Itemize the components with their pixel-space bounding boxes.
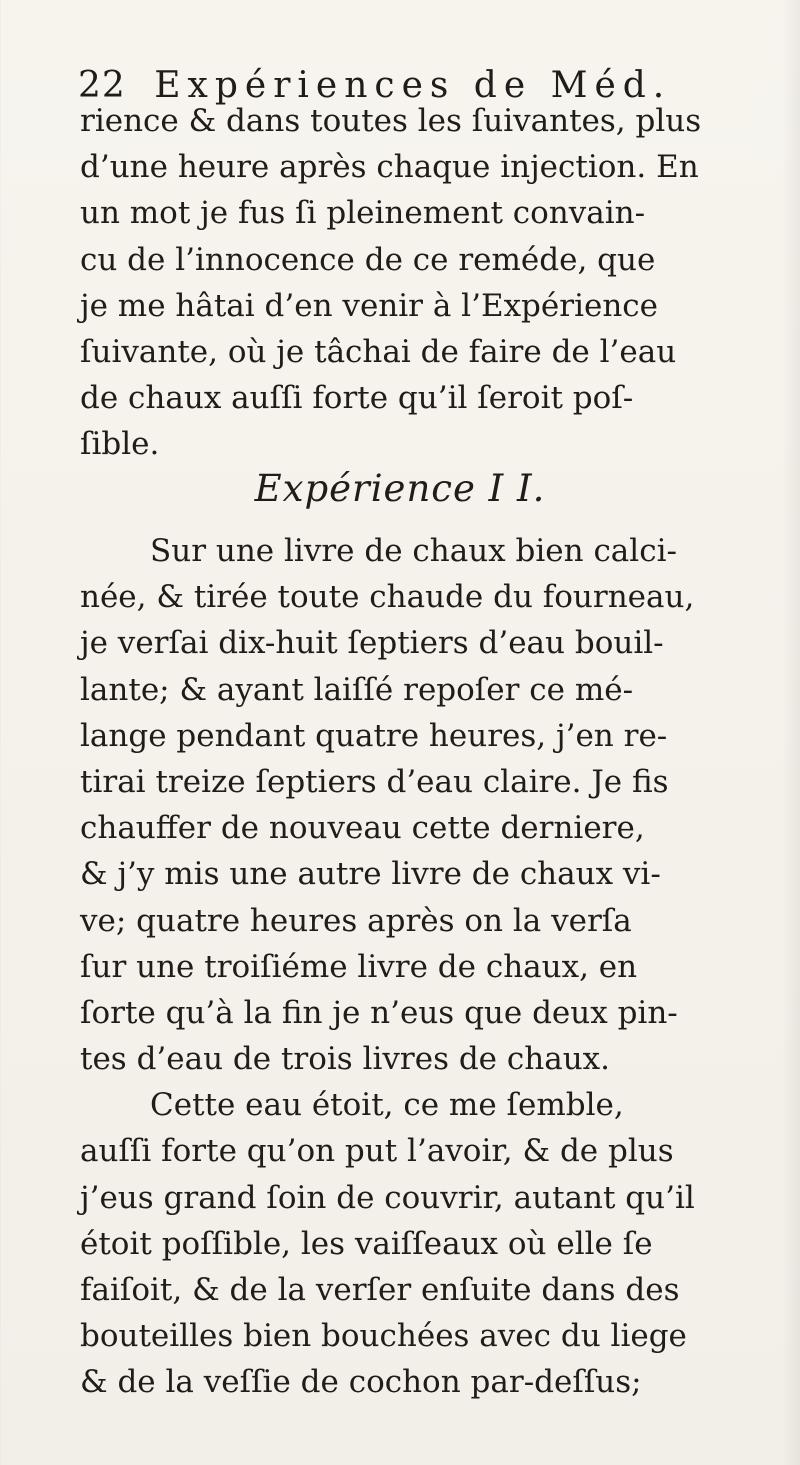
text-line: & j’y mis une autre livre de chaux vi- <box>80 856 661 893</box>
text-line: ſorte qu’à la fin je n’eus que deux pin- <box>80 994 678 1031</box>
text-line: cu de l’innocence de ce reméde, que <box>80 241 656 278</box>
text-line: ve; quatre heures après on la verſa <box>80 902 632 939</box>
experiment-paragraph <box>80 528 735 1406</box>
section-heading: Expérience I I. <box>254 467 546 510</box>
text-line: j’eus grand ſoin de couvrir, autant qu’il <box>80 1179 695 1216</box>
text-line: Sur une livre de chaux bien calci- <box>150 533 677 569</box>
text-line: ſible. <box>80 426 160 463</box>
intro-paragraph <box>80 98 735 468</box>
page-edge-shadow <box>782 0 800 1465</box>
text-line: je verſai dix-huit ſeptiers d’eau bouil- <box>80 625 664 662</box>
text-line: & de la veſſie de cochon par-deſſus; <box>80 1364 642 1401</box>
text-line: je me hâtai d’en venir à l’Expérience <box>80 287 658 324</box>
text-line: Cette eau étoit, ce me ſemble, <box>150 1087 624 1124</box>
text-line: lante; & ayant laiſſé repoſer ce mé- <box>80 671 634 708</box>
text-line: rience & dans toutes les ſuivantes, plus <box>80 103 702 139</box>
text-line: un mot je fus ſi pleinement convain- <box>80 195 646 232</box>
text-line: lange pendant quatre heures, j’en re- <box>80 717 668 754</box>
text-line: de chaux auſſi forte qu’il ſeroit poſ- <box>80 380 634 417</box>
running-title: Expériences de Méd. <box>154 65 672 106</box>
page-number: 22 <box>78 65 126 106</box>
text-line: bouteilles bien bouchées avec du liege <box>80 1318 687 1355</box>
text-line: ſuivante, où je tâchai de faire de l’eau <box>80 333 677 370</box>
text-line: étoit poſſible, les vaiſſeaux où elle ſe <box>80 1225 653 1262</box>
text-line: tes d’eau de trois livres de chaux. <box>80 1041 610 1078</box>
text-line: chauffer de nouveau cette derniere, <box>80 810 645 847</box>
text-line: ſur une troiſiéme livre de chaux, en <box>80 948 638 985</box>
text-line: d’une heure après chaque injection. En <box>80 149 699 186</box>
text-line: tirai treize ſeptiers d’eau claire. Je fis <box>80 763 669 800</box>
text-line: faiſoit, & de la verſer enſuite dans des <box>80 1272 680 1308</box>
text-line: née, & tirée toute chaude du fourneau, <box>80 579 695 616</box>
text-line: auſſi forte qu’on put l’avoir, & de plus <box>80 1133 674 1170</box>
